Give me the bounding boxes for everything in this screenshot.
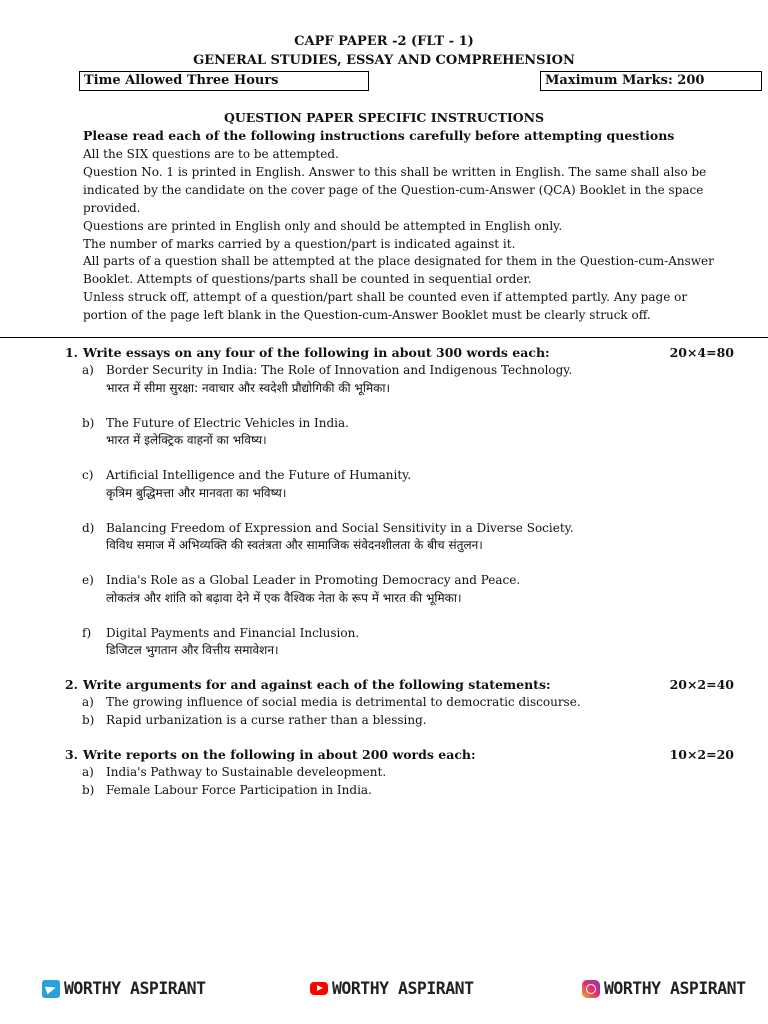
part-text-hindi: विविध समाज में अभिव्यक्ति की स्वतंत्रता और सामाजिक संवेदनशीलता के बीच संतुलन। (106, 538, 483, 552)
instruction-line: Unless struck off, attempt of a question/part shall be counted even if attempted partly. Any page or portion of the page left blank in the Question-cum-Answer Booklet must be clearly struck off. (83, 290, 688, 323)
question-heading (58, 676, 734, 694)
part-text-hindi: डिजिटल भुगतान और वित्तीय समावेशन। (106, 643, 279, 657)
part-text-english: Female Labour Force Participation in India. (106, 782, 372, 797)
question-part (82, 415, 734, 450)
part-text-hindi: कृत्रिम बुद्धिमत्ता और मानवता का भविष्य। (106, 485, 287, 500)
question-text: Write essays on any four of the following in about 300 words each: (83, 345, 550, 360)
question-number: 1. (64, 345, 78, 360)
part-letter: a) (82, 695, 94, 709)
instructions-body (83, 146, 733, 325)
telegram-brand[interactable] (42, 979, 206, 998)
paper-title: CAPF PAPER -2 (FLT - 1) (294, 34, 474, 49)
question-heading (58, 344, 734, 362)
part-letter: e) (82, 573, 94, 587)
instruction-line: All the SIX questions are to be attempted. (83, 147, 339, 161)
divider-line (0, 337, 768, 338)
part-text-english: Digital Payments and Financial Inclusion. (106, 625, 360, 640)
max-marks-box: Maximum Marks: 200 (540, 71, 762, 91)
footer-branding (0, 979, 768, 1005)
part-letter: f) (82, 625, 92, 640)
question-number: 3. (64, 747, 78, 762)
question-part (82, 625, 734, 660)
part-letter: d) (82, 520, 95, 535)
question-marks: 20×4=80 (669, 345, 734, 360)
instagram-icon (582, 980, 600, 998)
part-letter: b) (82, 712, 95, 727)
part-letter: a) (82, 363, 94, 377)
youtube-brand-label: WORTHY ASPIRANT (332, 979, 474, 998)
instructions-lead: Please read each of the following instructions carefully before attempting questions (83, 128, 675, 143)
question-part (82, 467, 734, 502)
question-part (82, 782, 734, 800)
part-text-english: Rapid urbanization is a curse rather than a blessing. (106, 712, 427, 727)
question-text: Write arguments for and against each of the following statements: (83, 677, 551, 692)
question-part (82, 572, 734, 607)
question-part (82, 520, 734, 555)
instagram-brand-label: WORTHY ASPIRANT (604, 979, 746, 998)
youtube-icon (310, 982, 328, 995)
instruction-line: The number of marks carried by a question/part is indicated against it. (83, 236, 516, 251)
part-letter: a) (82, 765, 94, 779)
part-text-english: The Future of Electric Vehicles in India. (106, 415, 349, 430)
question-part (82, 764, 734, 782)
instruction-line: All parts of a question shall be attempted at the place designated for them in the Question-cum-Answer Booklet. Attempts of questions/parts shall be counted in sequential order. (83, 254, 714, 287)
part-text-english: Artificial Intelligence and the Future of Humanity. (106, 468, 412, 482)
question-marks: 10×2=20 (669, 747, 734, 762)
part-text-english: Balancing Freedom of Expression and Social Sensitivity in a Diverse Society. (106, 520, 574, 535)
time-allowed-box: Time Allowed Three Hours (79, 71, 369, 91)
part-text-english: The growing influence of social media is detrimental to democratic discourse. (106, 695, 581, 709)
part-letter: b) (82, 415, 95, 430)
telegram-brand-label: WORTHY ASPIRANT (64, 979, 206, 998)
instructions-title: QUESTION PAPER SPECIFIC INSTRUCTIONS (223, 110, 545, 125)
question-part (82, 362, 734, 397)
question-2 (58, 676, 734, 729)
instruction-line: Questions are printed in English only and should be attempted in English only. (83, 218, 563, 233)
part-text-english: Border Security in India: The Role of Innovation and Indigenous Technology. (106, 363, 573, 377)
part-text-hindi: भारत में इलेक्ट्रिक वाहनों का भविष्य। (106, 433, 267, 447)
part-text-hindi: लोकतंत्र और शांति को बढ़ावा देने में एक वैश्विक नेता के रूप में भारत की भूमिका। (106, 590, 462, 605)
part-text-english: India's Role as a Global Leader in Promoting Democracy and Peace. (106, 573, 521, 587)
part-text-english: India's Pathway to Sustainable develeopment. (106, 765, 387, 779)
part-letter: b) (82, 782, 95, 797)
paper-subtitle: GENERAL STUDIES, ESSAY AND COMPREHENSION (193, 53, 575, 68)
question-part (82, 712, 734, 730)
youtube-brand[interactable] (310, 979, 474, 998)
part-text-hindi: भारत में सीमा सुरक्षा: नवाचार और स्वदेशी प्रौद्योगिकी की भूमिका। (106, 380, 391, 395)
question-heading (58, 746, 734, 764)
instruction-line: Question No. 1 is printed in English. Answer to this shall be written in English. The same shall also be indicated by the candidate on the cover page of the Question-cum-Answer (QCA) Booklet in the space provided. (83, 164, 707, 215)
question-number: 2. (64, 677, 78, 692)
question-1 (58, 344, 734, 659)
question-marks: 20×2=40 (669, 677, 734, 692)
instagram-brand[interactable] (582, 979, 746, 998)
question-3 (58, 746, 734, 799)
question-part (82, 694, 734, 712)
part-letter: c) (82, 468, 94, 482)
telegram-icon (42, 980, 60, 998)
question-text: Write reports on the following in about 200 words each: (83, 747, 476, 762)
